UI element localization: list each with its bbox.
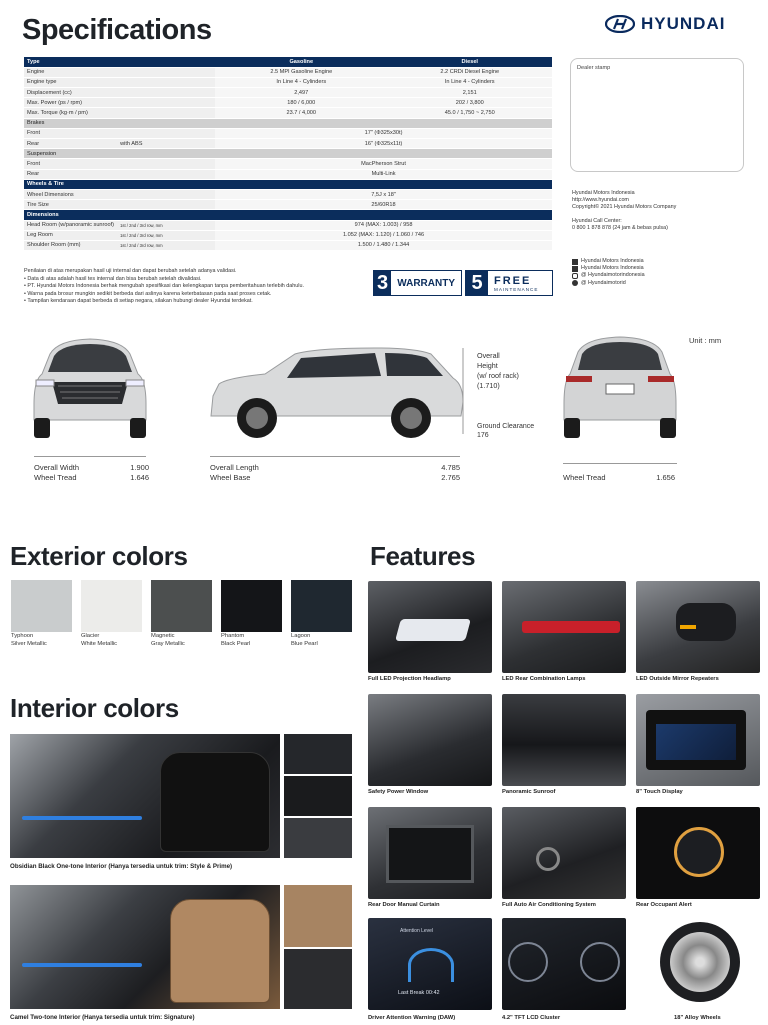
color-finish: White Metallic xyxy=(81,640,118,647)
feature-photo-rear-lamps xyxy=(502,581,626,673)
color-label xyxy=(81,633,117,648)
feature-photo-power-window xyxy=(368,694,492,786)
height-value: (1.710) xyxy=(477,381,500,390)
interior-colors-title: Interior colors xyxy=(10,693,179,723)
spec-row xyxy=(24,159,552,169)
spec-value: 7,5J x 18" xyxy=(215,189,552,199)
spec-row xyxy=(24,139,552,149)
front-dimensions xyxy=(34,463,149,483)
spec-header-row xyxy=(24,57,552,67)
seat-shape xyxy=(170,899,270,1003)
website-link[interactable]: http://www.hyundai.com xyxy=(572,197,629,204)
width-dimension-line xyxy=(34,456,146,457)
feature-photo-occupant-alert xyxy=(636,807,760,899)
spec-gasoline: 2,497 xyxy=(215,88,387,98)
company-name: Hyundai Motors Indonesia xyxy=(572,190,635,196)
rear-lamp-shape xyxy=(522,621,620,633)
ambient-light xyxy=(22,816,142,820)
spec-label: Shoulder Room (mm) xyxy=(24,240,117,250)
note-text: Tampilan kendaraan dapat berbeda di setiap negara, silakan hubungi dealer Hyundai terdekat. xyxy=(27,298,253,304)
spec-value: 974 (MAX: 1.003) / 958 xyxy=(215,220,552,230)
feature-label: Full LED Projection Headlamp xyxy=(368,676,451,682)
social-item[interactable] xyxy=(572,280,752,287)
overall-length-label: Overall Length xyxy=(210,463,259,472)
display-content xyxy=(656,724,736,760)
rear-dimensions xyxy=(563,473,675,483)
color-name: Typhoon xyxy=(11,633,34,639)
spec-row xyxy=(24,189,552,199)
free-maintenance-badge xyxy=(465,270,553,296)
section-title: Wheels & Tire xyxy=(24,179,552,189)
exterior-colors-title: Exterior colors xyxy=(10,541,188,571)
spec-row xyxy=(24,230,552,240)
spec-section-wheels xyxy=(24,179,552,189)
hyundai-emblem-icon xyxy=(605,15,635,33)
spec-value: MacPherson Strut xyxy=(215,159,552,169)
contact-info xyxy=(572,190,752,232)
youtube-icon xyxy=(572,266,578,272)
dealer-stamp-label: Dealer stamp xyxy=(577,65,611,71)
note-text: Data di atas adalah hasil tes internal dan bisa berubah setelah divalidasi. xyxy=(27,275,202,282)
feature-label: LED Rear Combination Lamps xyxy=(502,676,586,682)
social-item[interactable] xyxy=(572,258,752,265)
spec-row xyxy=(24,98,552,108)
mirror-shape xyxy=(676,603,736,641)
spec-label: Tire Size xyxy=(24,200,215,210)
color-finish: Gray Metallic xyxy=(151,640,185,647)
spec-note: 1st / 2nd / 3rd row, mm xyxy=(117,230,215,240)
maintenance-label: MAINTENANCE xyxy=(494,286,539,292)
car-rear-view xyxy=(560,334,680,442)
wheel-tread-value: 1.646 xyxy=(130,473,149,482)
spec-row xyxy=(24,108,552,118)
feature-label: Full Auto Air Conditioning System xyxy=(502,902,596,908)
wheel-base-value: 2.765 xyxy=(441,473,460,482)
spec-note: 1st / 2nd / 3rd row, mm xyxy=(117,220,215,230)
note-text: Warna pada brosur mungkin sedikit berbeda dari aslinya karena keterbatasan pada saat proses cetak. xyxy=(27,290,272,297)
spec-gasoline: 2.5 MPI Gasoline Engine xyxy=(215,67,387,77)
social-label: @ Hyundaimotorid xyxy=(581,279,626,286)
features-title: Features xyxy=(370,541,476,571)
feature-photo-touch-display xyxy=(636,694,760,786)
dealer-stamp-box xyxy=(570,58,744,172)
spec-value: 17" (Φ325x30t) xyxy=(215,128,552,138)
spec-label: Engine xyxy=(24,67,215,77)
note-item: • Data di atas adalah hasil tes internal dan bisa berubah setelah divalidasi. xyxy=(24,275,202,282)
feature-photo-cluster xyxy=(502,918,626,1010)
spec-value: 16" (Φ325x11t) xyxy=(215,139,552,149)
rim-shape xyxy=(670,932,730,992)
page-title: Specifications xyxy=(22,14,212,46)
spec-label: Front xyxy=(24,159,215,169)
col-type: Type xyxy=(24,57,215,67)
hyundai-logo xyxy=(605,14,725,34)
spec-label: Max. Torque (kg·m / pm) xyxy=(24,108,215,118)
wheel-tread-label: Wheel Tread xyxy=(34,473,77,482)
spec-row xyxy=(24,67,552,77)
social-label: Hyundai Motors Indonesia xyxy=(581,258,644,264)
spec-label: Leg Room xyxy=(24,230,117,240)
overall-width-value: 1.900 xyxy=(130,463,149,472)
swatch-typhoon-silver xyxy=(11,580,72,632)
spec-row xyxy=(24,220,552,230)
brand-wordmark: HYUNDAI xyxy=(641,14,726,33)
spec-note: with ABS xyxy=(117,139,215,149)
col-gasoline: Gasoline xyxy=(215,57,387,67)
warranty-years: 3 xyxy=(374,270,391,296)
interior-black-texture-1 xyxy=(284,734,352,774)
interior-black-photo xyxy=(10,734,280,858)
interior-black-texture-3 xyxy=(284,818,352,858)
spec-label: Max. Power (ps / rpm) xyxy=(24,98,215,108)
feature-label: 18" Alloy Wheels xyxy=(674,1015,721,1021)
spec-value: 1.500 / 1.480 / 1.344 xyxy=(215,240,552,250)
color-label xyxy=(11,633,47,648)
interior-black-texture-2 xyxy=(284,776,352,816)
disclaimer-notes xyxy=(24,268,364,306)
col-diesel: Diesel xyxy=(387,57,552,67)
free-text xyxy=(488,275,538,292)
daw-gauge xyxy=(408,948,454,982)
spec-label: Front xyxy=(24,128,215,138)
color-name: Lagoon xyxy=(291,633,311,639)
warranty-label: WARRANTY xyxy=(397,277,455,289)
height-dimension xyxy=(477,351,519,391)
call-center-title: Hyundai Call Center: xyxy=(572,217,622,224)
overall-width-label: Overall Width xyxy=(34,463,80,472)
unit-label: Unit : mm xyxy=(689,336,722,345)
section-title: Brakes xyxy=(24,118,552,128)
spec-label: Head Room (w/panoramic sunroof) xyxy=(24,220,117,230)
spec-diesel: 45.0 / 1,750 ~ 2,750 xyxy=(387,108,552,118)
swatch-glacier-white xyxy=(81,580,142,632)
feature-label: Rear Door Manual Curtain xyxy=(368,902,440,908)
height-label: (w/ roof rack) xyxy=(477,371,519,380)
warranty-badge xyxy=(373,270,462,296)
spec-row xyxy=(24,88,552,98)
height-label: Overall xyxy=(477,351,500,360)
ground-clearance-label: Ground Clearance xyxy=(477,423,535,430)
alert-screen xyxy=(674,827,724,877)
social-label: Hyundai Motors Indonesia xyxy=(581,265,644,272)
spec-label: Wheel Dimensions xyxy=(24,189,215,199)
color-name: Phantom xyxy=(221,633,245,639)
spec-diesel: 202 / 3,800 xyxy=(387,98,552,108)
curtain-shape xyxy=(386,825,474,883)
free-label: FREE xyxy=(494,274,532,287)
ground-clearance xyxy=(477,422,534,440)
spec-gasoline: 180 / 6,000 xyxy=(215,98,387,108)
feature-photo-curtain xyxy=(368,807,492,899)
feature-label: Driver Attention Warning (DAW) xyxy=(368,1015,456,1021)
ac-knob xyxy=(536,847,560,871)
ambient-light xyxy=(22,963,142,967)
social-list xyxy=(572,258,752,287)
wheel-base-label: Wheel Base xyxy=(210,473,251,482)
cluster-right-gauge xyxy=(580,942,620,982)
spec-gasoline: In Line 4 - Cylinders xyxy=(215,77,387,87)
color-label xyxy=(151,633,185,648)
spec-label: Rear xyxy=(24,169,215,179)
feature-label: 8" Touch Display xyxy=(636,789,683,795)
section-title: Dimensions xyxy=(24,210,552,220)
free-years: 5 xyxy=(466,270,488,296)
feature-photo-sunroof xyxy=(502,694,626,786)
feature-photo-alloy-wheels xyxy=(636,918,760,1010)
feature-label: Panoramic Sunroof xyxy=(502,789,556,795)
rear-tread-line xyxy=(563,463,677,464)
wheel-tread-rear-label: Wheel Tread xyxy=(563,473,606,482)
spec-row xyxy=(24,200,552,210)
feature-label: Rear Occupant Alert xyxy=(636,902,692,908)
feature-label: 4.2" TFT LCD Cluster xyxy=(502,1015,561,1021)
social-item[interactable] xyxy=(572,265,752,272)
spec-section-brakes xyxy=(24,118,552,128)
feature-photo-daw xyxy=(368,918,492,1010)
note-item: • PT. Hyundai Motors Indonesia berhak mengubah spesifikasi dan kelengkapan tanpa pemberitahuan terlebih dahulu. xyxy=(24,283,304,289)
spec-label: Displacement (cc) xyxy=(24,88,215,98)
color-label xyxy=(291,633,318,648)
instagram-icon xyxy=(572,273,578,279)
notes-intro: Penilaian di atas merupakan hasil uji internal dan dapat berubah setelah adanya validasi. xyxy=(24,268,237,274)
call-center-number: 0 800 1 878 878 (24 jam & bebas pulsa) xyxy=(572,224,668,231)
wheel-tread-rear-value: 1.656 xyxy=(656,473,675,482)
spec-row xyxy=(24,240,552,250)
copyright: Copyright© 2021 Hyundai Motors Company xyxy=(572,204,677,211)
headlamp-shape xyxy=(395,619,471,641)
color-finish: Blue Pearl xyxy=(291,640,318,647)
seat-shape xyxy=(160,752,270,852)
spec-note: 1st / 2nd / 3rd row, mm xyxy=(117,240,215,250)
color-label xyxy=(221,633,250,648)
repeater-light xyxy=(680,625,696,629)
interior-camel-texture-2 xyxy=(284,949,352,1009)
spec-gasoline: 23.7 / 4,000 xyxy=(215,108,387,118)
spec-value: 25/60R18 xyxy=(215,200,552,210)
daw-screen-title: Attention Level xyxy=(400,928,434,934)
feature-photo-air-conditioning xyxy=(502,807,626,899)
overall-length-value: 4.785 xyxy=(441,463,460,472)
twitter-icon xyxy=(572,280,578,286)
spec-diesel: In Line 4 - Cylinders xyxy=(387,77,552,87)
interior-camel-label: Camel Two-tone Interior (Hanya tersedia untuk trim: Signature) xyxy=(10,1014,195,1021)
section-title: Suspension xyxy=(24,149,552,159)
color-finish: Silver Metallic xyxy=(11,640,47,647)
feature-label: Safety Power Window xyxy=(368,789,429,795)
spec-row xyxy=(24,169,552,179)
swatch-lagoon-blue xyxy=(291,580,352,632)
color-finish: Black Pearl xyxy=(221,640,251,647)
color-name: Magnetic xyxy=(151,633,175,639)
tire-shape xyxy=(660,922,740,1002)
side-dimensions xyxy=(210,463,460,483)
spec-section-suspension xyxy=(24,149,552,159)
display-screen xyxy=(646,710,746,770)
facebook-icon xyxy=(572,259,578,265)
spec-label: Engine type xyxy=(24,77,215,87)
note-item: • Warna pada brosur mungkin sedikit berbeda dari aslinya karena keterbatasan pada saat proses cetak. xyxy=(24,290,272,297)
spec-diesel: 2,151 xyxy=(387,88,552,98)
ground-clearance-value: 176 xyxy=(477,432,489,439)
height-label: Height xyxy=(477,361,498,370)
spec-table xyxy=(24,57,552,251)
spec-diesel: 2.2 CRDi Diesel Engine xyxy=(387,67,552,77)
length-dimension-line xyxy=(210,456,460,457)
cluster-left-gauge xyxy=(508,942,548,982)
swatch-phantom-black xyxy=(221,580,282,632)
color-name: Glacier xyxy=(81,633,100,639)
feature-photo-mirror xyxy=(636,581,760,673)
feature-photo-headlamp xyxy=(368,581,492,673)
car-front-view xyxy=(28,334,152,442)
spec-value: 1.052 (MAX: 1.120) / 1.060 / 746 xyxy=(215,230,552,240)
feature-label: LED Outside Mirror Repeaters xyxy=(636,676,719,682)
car-side-view xyxy=(205,344,467,442)
spec-section-dimensions xyxy=(24,210,552,220)
interior-camel-texture-1 xyxy=(284,885,352,947)
interior-camel-photo xyxy=(10,885,280,1009)
spec-row xyxy=(24,77,552,87)
daw-screen-time: Last Break 00:42 xyxy=(398,990,440,996)
interior-black-label: Obsidian Black One-tone Interior (Hanya tersedia untuk trim: Style & Prime) xyxy=(10,863,233,870)
spec-row xyxy=(24,128,552,138)
swatch-magnetic-gray xyxy=(151,580,212,632)
note-text: PT. Hyundai Motors Indonesia berhak mengubah spesifikasi dan kelengkapan tanpa pemberitahuan terlebih dahulu. xyxy=(27,283,304,289)
note-item: • Tampilan kendaraan dapat berbeda di setiap negara, silakan hubungi dealer Hyundai terdekat. xyxy=(24,298,253,304)
spec-value: Multi-Link xyxy=(215,169,552,179)
spec-label: Rear xyxy=(24,139,117,149)
social-label: @ Hyundaimotorindonesia xyxy=(581,272,645,279)
social-item[interactable] xyxy=(572,272,752,279)
